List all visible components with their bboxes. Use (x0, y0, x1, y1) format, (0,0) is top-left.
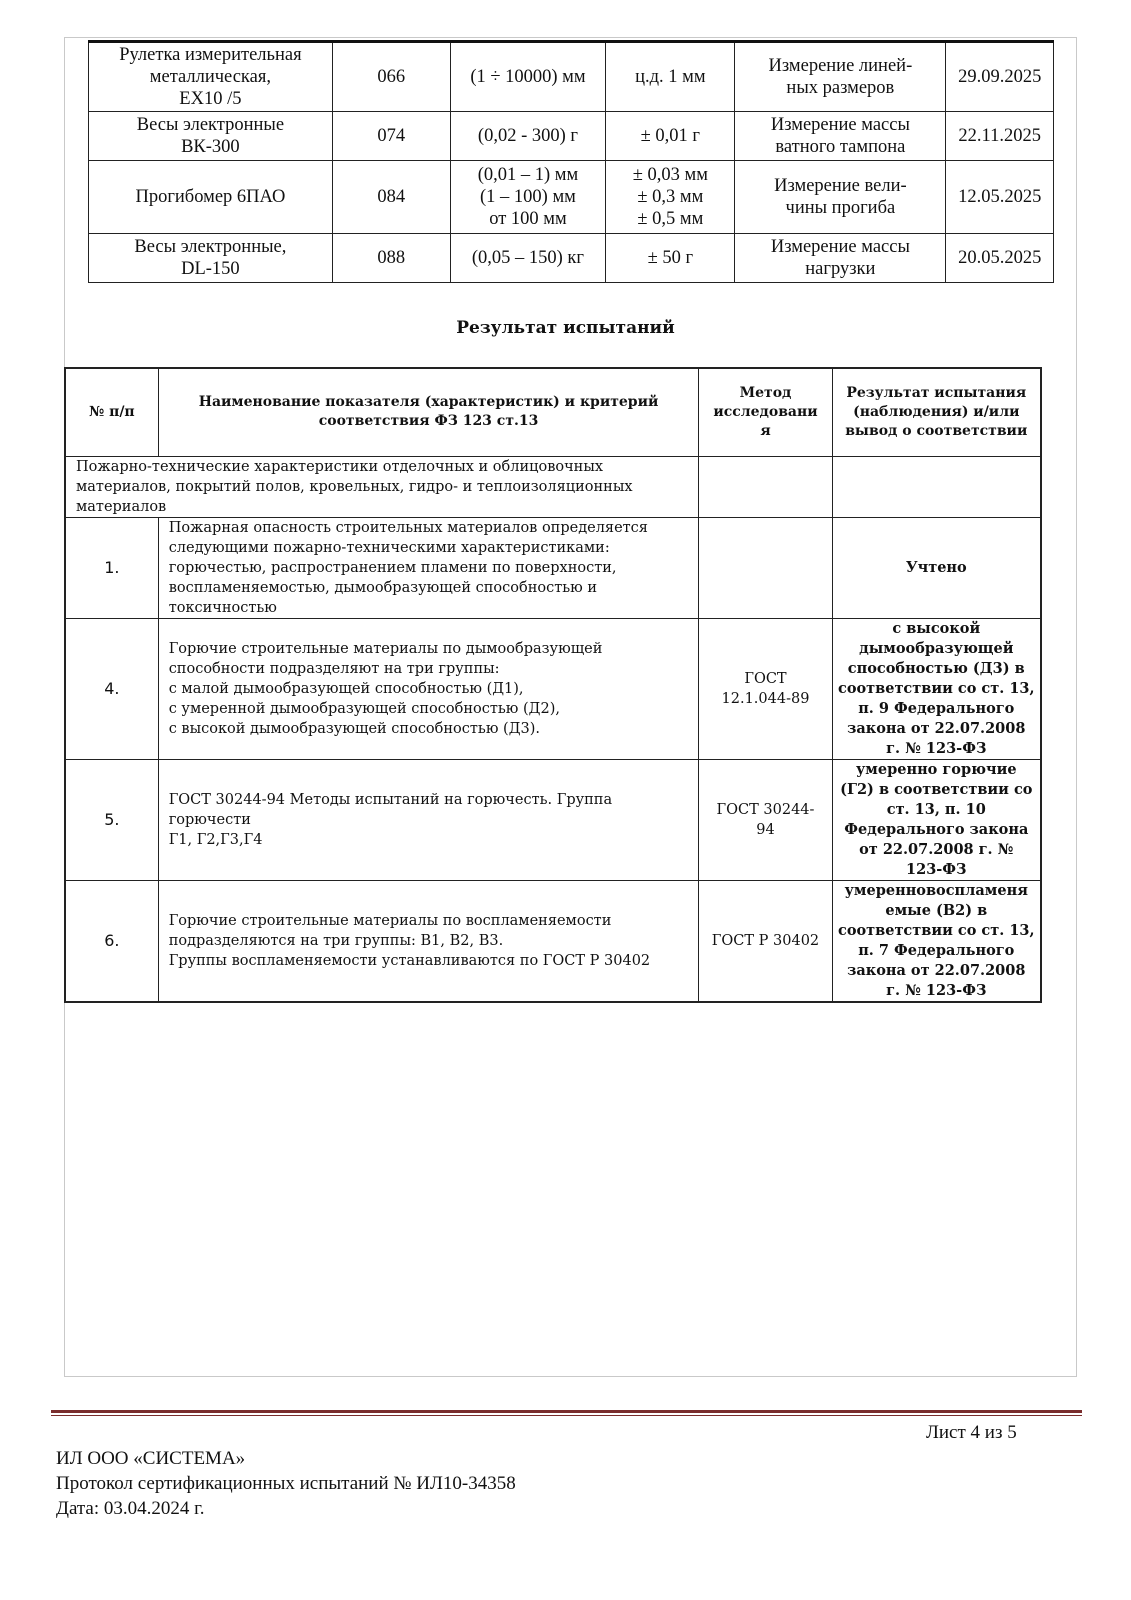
equipment-purpose: Измерение вели- чины прогиба (735, 161, 946, 234)
equipment-name: Весы электронные ВК-300 (89, 112, 333, 161)
equipment-accuracy: ± 0,03 мм ± 0,3 мм ± 0,5 мм (606, 161, 735, 234)
equipment-row (89, 42, 1054, 112)
row-method: ГОСТ 30244- 94 (699, 759, 832, 880)
equipment-range: (0,02 - 300) г (450, 112, 606, 161)
results-group-row (65, 456, 1041, 517)
equipment-accuracy: ± 50 г (606, 234, 735, 283)
footer-protocol: Протокол сертификационных испытаний № ИЛ10-34358 (56, 1473, 516, 1494)
footer-rule-thin (51, 1415, 1082, 1416)
group-result-empty (832, 456, 1041, 517)
equipment-date: 29.09.2025 (946, 42, 1054, 112)
header-name: Наименование показателя (характеристик) и критерий соответствия ФЗ 123 ст.13 (158, 368, 699, 456)
group-method-empty (699, 456, 832, 517)
equipment-name: Прогибомер 6ПАО (89, 161, 333, 234)
results-row (65, 618, 1041, 759)
equipment-date: 22.11.2025 (946, 112, 1054, 161)
row-result: умеренновоспламеня емые (В2) в соответствии со ст. 13, п. 7 Федерального закона от 22.07.2008 г. № 123-ФЗ (832, 880, 1041, 1002)
equipment-name: Рулетка измерительная металлическая, EX10 /5 (89, 42, 333, 112)
row-number: 5. (65, 759, 158, 880)
footer-org: ИЛ ООО «СИСТЕМА» (56, 1448, 246, 1469)
row-number: 6. (65, 880, 158, 1002)
equipment-row (89, 161, 1054, 234)
row-description: Пожарная опасность строительных материалов определяется следующими пожарно-техническими характеристиками: горючестью, распространением пламени по поверхности, воспламеняемостью, дымообразующей способностью и токсичностью (158, 517, 699, 618)
results-title: Результат испытаний (456, 318, 675, 338)
equipment-row (89, 112, 1054, 161)
footer-rule (51, 1410, 1082, 1413)
equipment-purpose: Измерение массы ватного тампона (735, 112, 946, 161)
row-method: ГОСТ Р 30402 (699, 880, 832, 1002)
row-result: с высокой дымообразующей способностью (Д3) в соответствии со ст. 13, п. 9 Федерального закона от 22.07.2008 г. № 123-ФЗ (832, 618, 1041, 759)
equipment-accuracy: ц.д. 1 мм (606, 42, 735, 112)
results-row (65, 880, 1041, 1002)
equipment-number: 074 (332, 112, 450, 161)
row-result: умеренно горючие (Г2) в соответствии со ст. 13, п. 10 Федерального закона от 22.07.2008 г. № 123-ФЗ (832, 759, 1041, 880)
results-row (65, 759, 1041, 880)
row-number: 1. (65, 517, 158, 618)
footer (56, 1446, 516, 1521)
row-method: ГОСТ 12.1.044-89 (699, 618, 832, 759)
page-number: Лист 4 из 5 (926, 1422, 1017, 1443)
row-description: ГОСТ 30244-94 Методы испытаний на горючесть. Группа горючести Г1, Г2,Г3,Г4 (158, 759, 699, 880)
equipment-range: (0,01 – 1) мм (1 – 100) мм от 100 мм (450, 161, 606, 234)
results-table (64, 367, 1042, 1003)
equipment-purpose: Измерение линей- ных размеров (735, 42, 946, 112)
header-num: № п/п (65, 368, 158, 456)
footer-date: Дата: 03.04.2024 г. (56, 1498, 205, 1519)
row-description: Горючие строительные материалы по дымообразующей способности подразделяют на три группы: с малой дымообразующей способностью (Д1), с умеренной дымообразующей способностью (Д2), с высокой дымообразующей способностью (Д3). (158, 618, 699, 759)
equipment-row (89, 234, 1054, 283)
row-method (699, 517, 832, 618)
header-result: Результат испытания (наблюдения) и/или вывод о соответствии (832, 368, 1041, 456)
equipment-purpose: Измерение массы нагрузки (735, 234, 946, 283)
equipment-date: 20.05.2025 (946, 234, 1054, 283)
row-number: 4. (65, 618, 158, 759)
equipment-accuracy: ± 0,01 г (606, 112, 735, 161)
equipment-date: 12.05.2025 (946, 161, 1054, 234)
equipment-number: 088 (332, 234, 450, 283)
equipment-table (88, 40, 1054, 283)
row-description: Горючие строительные материалы по воспламеняемости подразделяются на три группы: В1, В2, В3. Группы воспламеняемости устанавливаются по ГОСТ Р 30402 (158, 880, 699, 1002)
row-result: Учтено (832, 517, 1041, 618)
equipment-range: (1 ÷ 10000) мм (450, 42, 606, 112)
equipment-name: Весы электронные, DL-150 (89, 234, 333, 283)
equipment-range: (0,05 – 150) кг (450, 234, 606, 283)
group-label: Пожарно-технические характеристики отделочных и облицовочных материалов, покрытий полов, кровельных, гидро- и теплоизоляционных материалов (65, 456, 699, 517)
header-method: Метод исследовани я (699, 368, 832, 456)
results-header-row (65, 368, 1041, 456)
equipment-number: 084 (332, 161, 450, 234)
results-row (65, 517, 1041, 618)
equipment-number: 066 (332, 42, 450, 112)
